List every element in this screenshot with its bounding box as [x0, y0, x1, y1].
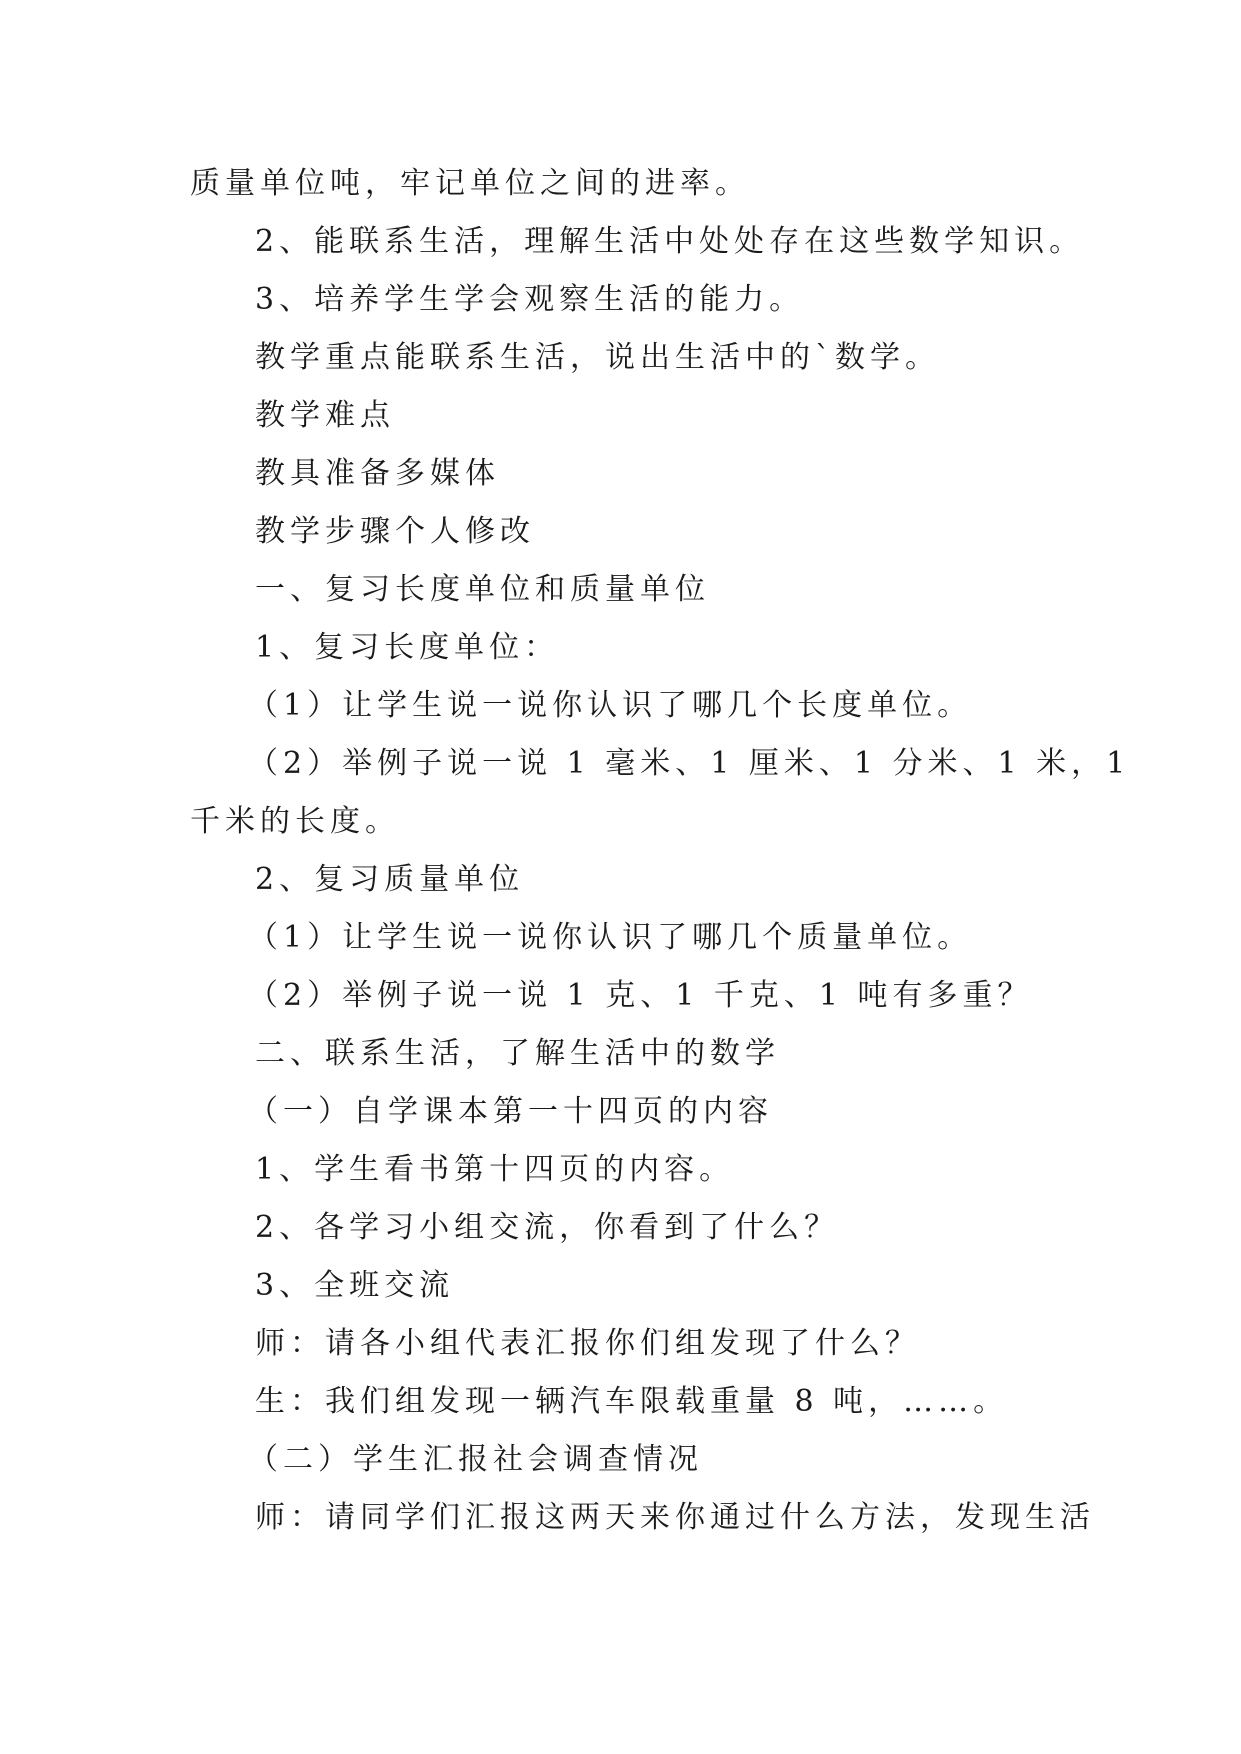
- paragraph-line: （2）举例子说一说 1 毫米、1 厘米、1 分米、1 米，1: [248, 746, 1131, 781]
- paragraph-line: 3、全班交流: [255, 1268, 455, 1303]
- paragraph-line: （1）让学生说一说你认识了哪几个质量单位。: [248, 920, 973, 955]
- paragraph-line: 2、复习质量单位: [255, 862, 525, 897]
- paragraph-line: （一）自学课本第一十四页的内容: [248, 1094, 773, 1129]
- paragraph-line: 2、能联系生活，理解生活中处处存在这些数学知识。: [255, 224, 1085, 259]
- paragraph-line: 师：请各小组代表汇报你们组发现了什么？: [255, 1326, 920, 1361]
- paragraph-line: 教具准备多媒体: [255, 456, 500, 491]
- paragraph-line: 教学步骤个人修改: [255, 514, 535, 549]
- paragraph-line: 2、各学习小组交流，你看到了什么？: [255, 1210, 840, 1245]
- paragraph-line: 千米的长度。: [190, 804, 400, 839]
- paragraph-line: （1）让学生说一说你认识了哪几个长度单位。: [248, 688, 973, 723]
- paragraph-line: （二）学生汇报社会调查情况: [248, 1442, 703, 1477]
- paragraph-line: 生：我们组发现一辆汽车限载重量 8 吨，……。: [255, 1384, 1009, 1419]
- paragraph-line: 师：请同学们汇报这两天来你通过什么方法，发现生活: [255, 1500, 1095, 1535]
- paragraph-line: （2）举例子说一说 1 克、1 千克、1 吨有多重？: [248, 978, 1033, 1013]
- paragraph-line: 1、学生看书第十四页的内容。: [255, 1152, 735, 1187]
- section-heading: 一、复习长度单位和质量单位: [255, 572, 710, 607]
- paragraph-line: 3、培养学生学会观察生活的能力。: [255, 282, 805, 317]
- paragraph-line: 1、复习长度单位：: [255, 630, 560, 665]
- section-heading: 二、联系生活，了解生活中的数学: [255, 1036, 780, 1071]
- paragraph-line: 质量单位吨，牢记单位之间的进率。: [190, 166, 750, 201]
- paragraph-line: 教学重点能联系生活，说出生活中的`数学。: [255, 340, 940, 375]
- paragraph-line: 教学难点: [255, 398, 395, 433]
